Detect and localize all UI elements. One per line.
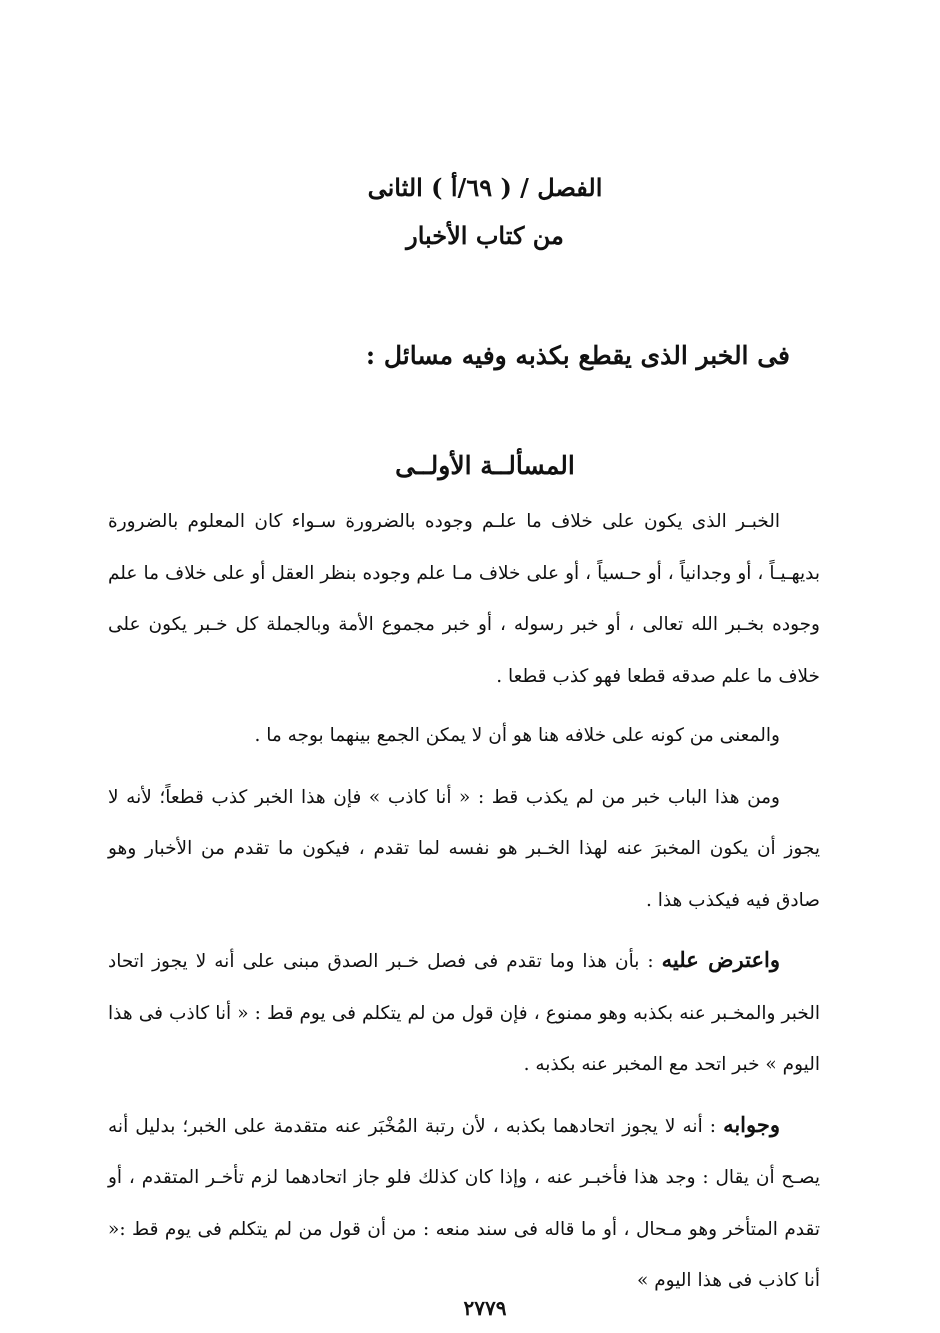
paragraph-5	[108, 1099, 820, 1307]
paragraph-5-lead: وجوابه	[723, 1111, 780, 1137]
paragraph-1: الخبـر الذى يكون على خلاف ما علـم وجوده بالضرورة سـواء كان المعلوم بالضرورة بديهـيـاً ، أو وجدانياً ، أو حـسياً ، أو على خلاف مـا علم وجوده بنظر العقل أو على خلاف ما علم وجوده بخـبر الله تعالى ، أو خبر رسوله ، أو خبر مجموع الأمة وبالجملة كل خـبر يكون على خلاف ما علم صدقه قطعا فهو كذب قطعا .	[108, 511, 820, 687]
chapter-heading	[0, 164, 940, 260]
paragraph-3: ومن هذا الباب خبر من لم يكذب قط : « أنا كاذب » فإن هذا الخبر كذب قطعاً؛ لأنه لا يجوز أن يكون المخبرَ عنه لهذا الخـبر هو نفسه لما تقدم ، فيكون ما تقدم من الأخبار وهو صادق فيه فيكذب هذا .	[108, 786, 820, 911]
paragraph-4-text: : بأن هذا وما تقدم فى فصل خـبر الصدق مبنى على أنه لا يجوز اتحاد الخبر والمخـبر عنه بكذبه وهو ممنوع ، فإن قول من لم يتكلم فى يوم قط : « أنا كاذب فى هذا اليوم » خبر اتحد مع المخبر عنه بكذبه .	[108, 951, 820, 1075]
book-line: من كتاب الأخبار	[406, 221, 564, 250]
paragraph-4-lead: واعترض عليه	[661, 947, 780, 972]
paragraph-2: والمعنى من كونه على خلافه هنا هو أن لا يمكن الجمع بينهما بوجه ما .	[254, 725, 780, 746]
page-number: ٢٧٧٩	[463, 1296, 507, 1320]
paragraph-5-text: : أنه لا يجوز اتحادهما بكذبه ، لأن رتبة المُخْبَر عنه متقدمة على الخبر؛ بدليل أنه يصـح أن يقال : وجد هذا فأخبـر عنه ، وإذا كان كذلك فلو جاز اتحادهما لزم تأخـر المتقدم ، أو تقدم المتأخر وهو مـحال ، أو ما قاله فى سند منعه : من أن قول من لم يتكلم فى يوم قط :« أنا كاذب فى هذا اليوم »	[108, 1115, 820, 1291]
chapter-line: الفصل / ( ٦٩/أ ) الثانى	[367, 173, 603, 202]
paragraph-4	[108, 934, 820, 1091]
section-title: فى الخبر الذى يقطع بكذبه وفيه مسائل :	[365, 341, 790, 370]
issue-title: المسألــة الأولــى	[395, 451, 575, 480]
body-text	[108, 496, 820, 1315]
